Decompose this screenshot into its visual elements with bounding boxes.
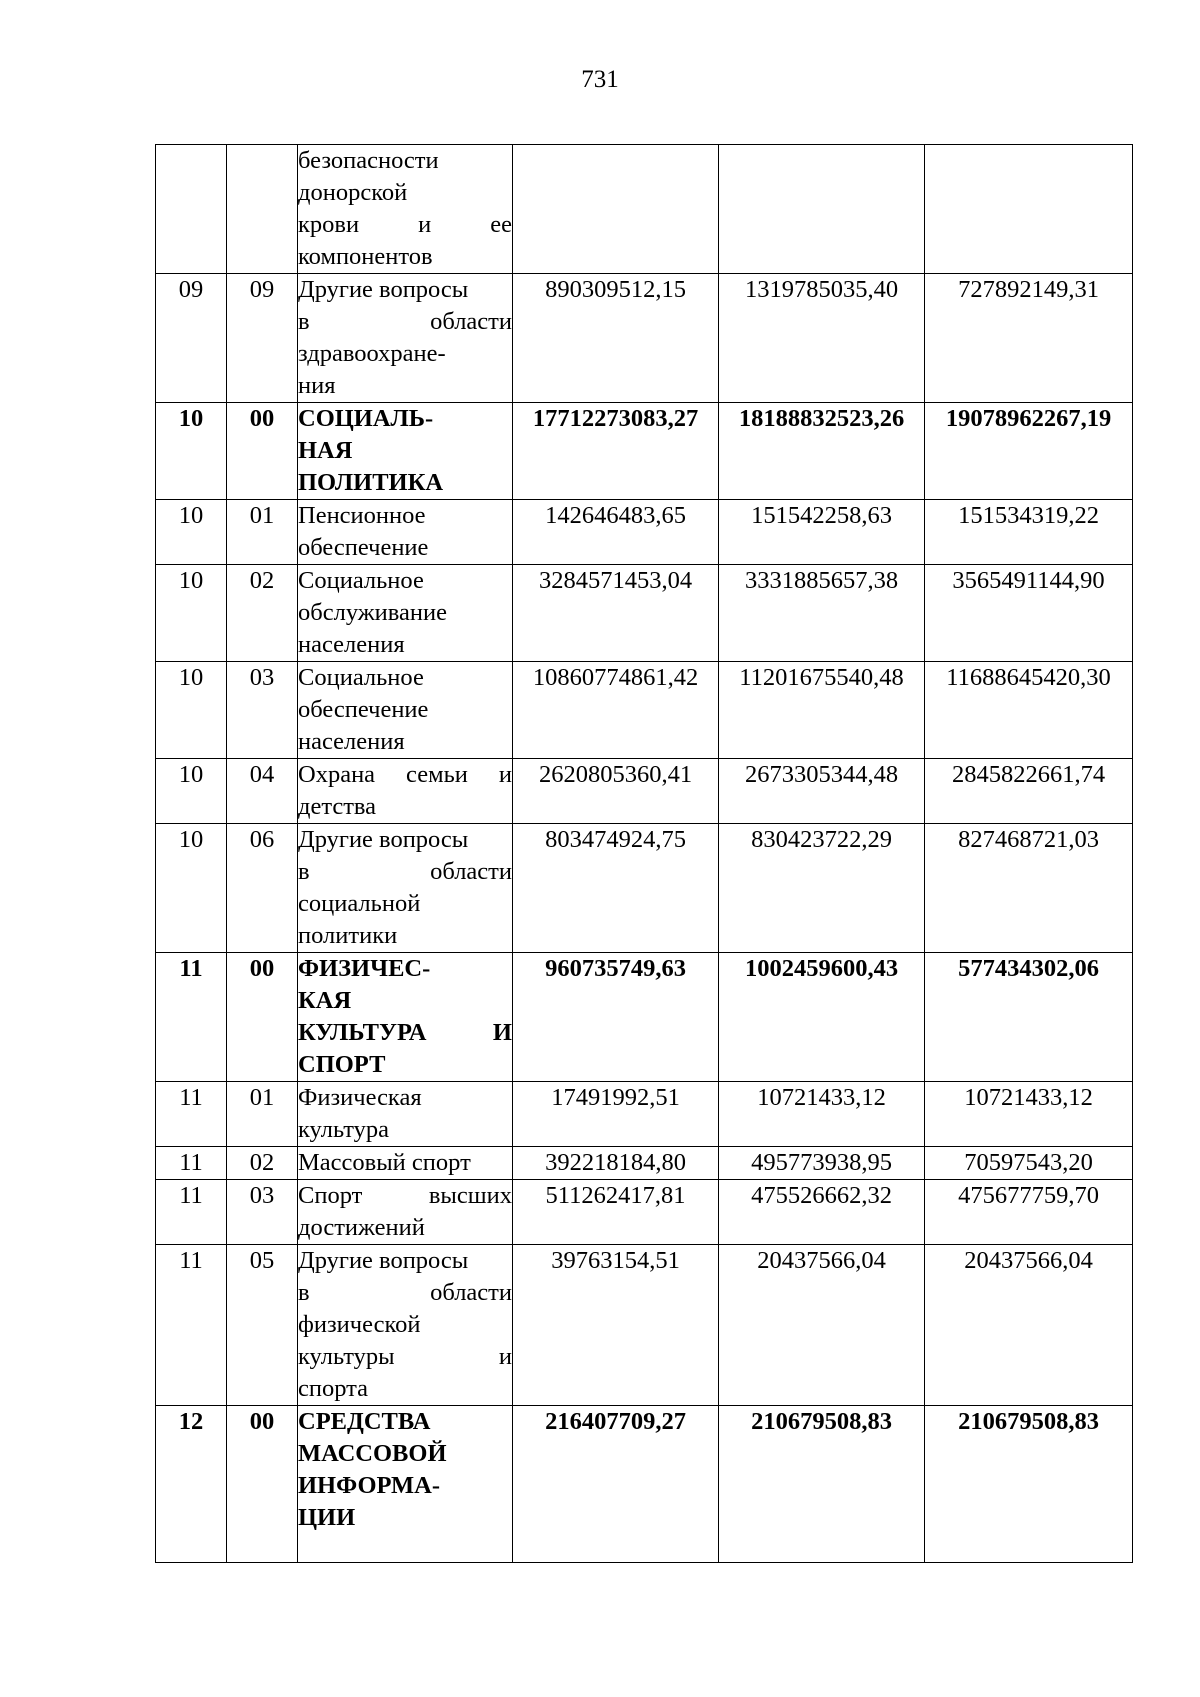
item-name-line: в области bbox=[298, 1279, 512, 1306]
item-name-cell bbox=[298, 1147, 513, 1180]
subsection-code-cell: 02 bbox=[227, 565, 298, 662]
item-name-line: крови и ее bbox=[298, 211, 512, 238]
subsection-code-cell: 02 bbox=[227, 1147, 298, 1180]
amount-year3-cell: 2845822661,74 bbox=[925, 759, 1133, 824]
amount-year1-cell: 890309512,15 bbox=[513, 274, 719, 403]
item-name-cell bbox=[298, 1406, 513, 1563]
table-row bbox=[156, 565, 1133, 662]
item-name-line: обеспечение bbox=[298, 534, 429, 561]
item-name-cell bbox=[298, 824, 513, 953]
item-name-cell bbox=[298, 274, 513, 403]
amount-year3-cell: 19078962267,19 bbox=[925, 403, 1133, 500]
amount-year3-cell: 210679508,83 bbox=[925, 1406, 1133, 1563]
amount-year2-cell: 18188832523,26 bbox=[719, 403, 925, 500]
amount-year1-cell: 216407709,27 bbox=[513, 1406, 719, 1563]
item-name-line: социальной bbox=[298, 890, 421, 917]
budget-table-body bbox=[156, 145, 1133, 1563]
page-number: 731 bbox=[581, 66, 619, 93]
item-name-line: ПОЛИТИКА bbox=[298, 469, 444, 496]
item-name-line: Другие вопросы bbox=[298, 826, 469, 853]
amount-year3-cell: 10721433,12 bbox=[925, 1082, 1133, 1147]
table-row bbox=[156, 145, 1133, 274]
item-name-line: культуры и bbox=[298, 1343, 512, 1370]
item-name-cell bbox=[298, 953, 513, 1082]
table-row bbox=[156, 1082, 1133, 1147]
amount-year2-cell bbox=[719, 145, 925, 274]
item-name-line: Спорт высших bbox=[298, 1182, 512, 1209]
subsection-code-cell: 00 bbox=[227, 403, 298, 500]
item-name-line: населения bbox=[298, 728, 405, 755]
amount-year1-cell: 803474924,75 bbox=[513, 824, 719, 953]
item-name-line: Охрана семьи и bbox=[298, 761, 512, 788]
item-name-line: МАССОВОЙ bbox=[298, 1440, 447, 1467]
amount-year3-cell: 11688645420,30 bbox=[925, 662, 1133, 759]
item-name-line: обслуживание bbox=[298, 599, 447, 626]
amount-year1-cell: 2620805360,41 bbox=[513, 759, 719, 824]
subsection-code-cell: 01 bbox=[227, 1082, 298, 1147]
amount-year2-cell: 830423722,29 bbox=[719, 824, 925, 953]
amount-year1-cell: 10860774861,42 bbox=[513, 662, 719, 759]
table-row bbox=[156, 1180, 1133, 1245]
subsection-code-cell: 01 bbox=[227, 500, 298, 565]
item-name-line: Пенсионное bbox=[298, 502, 426, 529]
item-name-line: в области bbox=[298, 308, 512, 335]
item-name-line: СРЕДСТВА bbox=[298, 1408, 431, 1435]
item-name-cell bbox=[298, 1245, 513, 1406]
amount-year3-cell: 827468721,03 bbox=[925, 824, 1133, 953]
section-code-cell: 11 bbox=[156, 1245, 227, 1406]
item-name-line: КУЛЬТУРА И bbox=[298, 1019, 512, 1046]
item-name-line: Массовый спорт bbox=[298, 1149, 471, 1176]
item-name-line: ИНФОРМА- bbox=[298, 1472, 440, 1499]
section-code-cell: 11 bbox=[156, 1180, 227, 1245]
item-name-line: ФИЗИЧЕС- bbox=[298, 955, 431, 982]
subsection-code-cell: 03 bbox=[227, 1180, 298, 1245]
subsection-code-cell: 00 bbox=[227, 1406, 298, 1563]
item-name-cell bbox=[298, 1180, 513, 1245]
amount-year2-cell: 20437566,04 bbox=[719, 1245, 925, 1406]
amount-year2-cell: 475526662,32 bbox=[719, 1180, 925, 1245]
subsection-code-cell: 06 bbox=[227, 824, 298, 953]
amount-year3-cell bbox=[925, 145, 1133, 274]
subsection-code-cell: 03 bbox=[227, 662, 298, 759]
section-code-cell: 10 bbox=[156, 759, 227, 824]
amount-year3-cell: 3565491144,90 bbox=[925, 565, 1133, 662]
amount-year3-cell: 20437566,04 bbox=[925, 1245, 1133, 1406]
item-name-line: ЦИИ bbox=[298, 1504, 356, 1531]
subsection-code-cell: 09 bbox=[227, 274, 298, 403]
amount-year2-cell: 10721433,12 bbox=[719, 1082, 925, 1147]
item-name-line: детства bbox=[298, 793, 377, 820]
item-name-line: достижений bbox=[298, 1214, 425, 1241]
amount-year2-cell: 151542258,63 bbox=[719, 500, 925, 565]
section-code-cell: 09 bbox=[156, 274, 227, 403]
table-row bbox=[156, 500, 1133, 565]
item-name-line: компонентов bbox=[298, 243, 433, 270]
item-name-cell bbox=[298, 500, 513, 565]
section-code-cell: 10 bbox=[156, 824, 227, 953]
amount-year1-cell: 39763154,51 bbox=[513, 1245, 719, 1406]
amount-year1-cell: 3284571453,04 bbox=[513, 565, 719, 662]
amount-year1-cell: 17712273083,27 bbox=[513, 403, 719, 500]
item-name-line: населения bbox=[298, 631, 405, 658]
item-name-line: обеспечение bbox=[298, 696, 429, 723]
amount-year1-cell: 511262417,81 bbox=[513, 1180, 719, 1245]
subsection-code-cell: 05 bbox=[227, 1245, 298, 1406]
item-name-line: Социальное bbox=[298, 664, 424, 691]
table-row bbox=[156, 274, 1133, 403]
section-code-cell: 11 bbox=[156, 1082, 227, 1147]
amount-year3-cell: 727892149,31 bbox=[925, 274, 1133, 403]
item-name-line: физической bbox=[298, 1311, 421, 1338]
budget-table bbox=[155, 144, 1133, 1563]
table-row bbox=[156, 662, 1133, 759]
amount-year2-cell: 495773938,95 bbox=[719, 1147, 925, 1180]
section-code-cell: 10 bbox=[156, 662, 227, 759]
table-row bbox=[156, 1147, 1133, 1180]
table-row bbox=[156, 1245, 1133, 1406]
amount-year1-cell: 142646483,65 bbox=[513, 500, 719, 565]
item-name-line: Социальное bbox=[298, 567, 424, 594]
amount-year3-cell: 577434302,06 bbox=[925, 953, 1133, 1082]
amount-year2-cell: 210679508,83 bbox=[719, 1406, 925, 1563]
amount-year3-cell: 70597543,20 bbox=[925, 1147, 1133, 1180]
table-row bbox=[156, 403, 1133, 500]
item-name-cell bbox=[298, 1082, 513, 1147]
subsection-code-cell bbox=[227, 145, 298, 274]
subsection-code-cell: 00 bbox=[227, 953, 298, 1082]
item-name-line: донорской bbox=[298, 179, 408, 206]
item-name-line: культура bbox=[298, 1116, 389, 1143]
amount-year1-cell bbox=[513, 145, 719, 274]
table-row bbox=[156, 824, 1133, 953]
section-code-cell bbox=[156, 145, 227, 274]
item-name-cell bbox=[298, 759, 513, 824]
table-row bbox=[156, 759, 1133, 824]
section-code-cell: 11 bbox=[156, 1147, 227, 1180]
section-code-cell: 10 bbox=[156, 565, 227, 662]
amount-year2-cell: 1002459600,43 bbox=[719, 953, 925, 1082]
item-name-cell bbox=[298, 145, 513, 274]
section-code-cell: 12 bbox=[156, 1406, 227, 1563]
amount-year3-cell: 475677759,70 bbox=[925, 1180, 1133, 1245]
amount-year2-cell: 11201675540,48 bbox=[719, 662, 925, 759]
section-code-cell: 10 bbox=[156, 500, 227, 565]
item-name-line: СОЦИАЛЬ- bbox=[298, 405, 434, 432]
item-name-line: Физическая bbox=[298, 1084, 422, 1111]
item-name-line: НАЯ bbox=[298, 437, 353, 464]
item-name-cell bbox=[298, 662, 513, 759]
table-row bbox=[156, 953, 1133, 1082]
item-name-line: Другие вопросы bbox=[298, 1247, 469, 1274]
item-name-line: ния bbox=[298, 372, 336, 399]
item-name-cell bbox=[298, 565, 513, 662]
amount-year2-cell: 3331885657,38 bbox=[719, 565, 925, 662]
subsection-code-cell: 04 bbox=[227, 759, 298, 824]
section-code-cell: 10 bbox=[156, 403, 227, 500]
item-name-line: здравоохране- bbox=[298, 340, 446, 367]
item-name-line: Другие вопросы bbox=[298, 276, 469, 303]
amount-year1-cell: 392218184,80 bbox=[513, 1147, 719, 1180]
amount-year1-cell: 17491992,51 bbox=[513, 1082, 719, 1147]
item-name-cell bbox=[298, 403, 513, 500]
item-name-line: СПОРТ bbox=[298, 1051, 386, 1078]
item-name-line: в области bbox=[298, 858, 512, 885]
item-name-line: безопасности bbox=[298, 147, 439, 174]
item-name-line: КАЯ bbox=[298, 987, 352, 1014]
amount-year2-cell: 1319785035,40 bbox=[719, 274, 925, 403]
amount-year3-cell: 151534319,22 bbox=[925, 500, 1133, 565]
item-name-line: спорта bbox=[298, 1375, 369, 1402]
table-row bbox=[156, 1406, 1133, 1563]
item-name-line: политики bbox=[298, 922, 398, 949]
amount-year1-cell: 960735749,63 bbox=[513, 953, 719, 1082]
amount-year2-cell: 2673305344,48 bbox=[719, 759, 925, 824]
section-code-cell: 11 bbox=[156, 953, 227, 1082]
